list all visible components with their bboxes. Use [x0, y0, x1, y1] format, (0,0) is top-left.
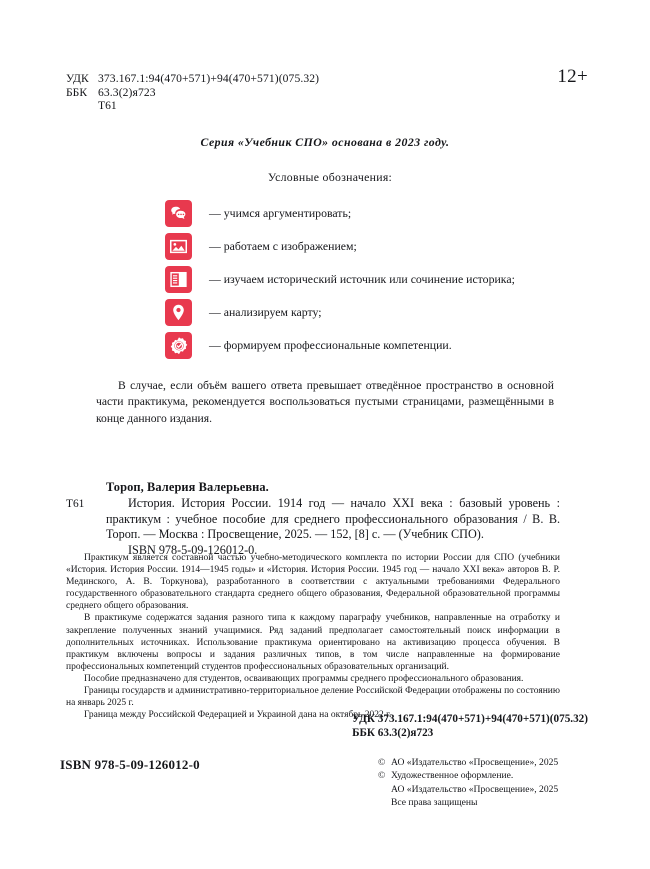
legend-item: [165, 198, 650, 229]
udk-repeat: УДК 373.167.1:94(470+571)+94(470+571)(075.32): [352, 713, 588, 725]
copyright-line: АО «Издательство «Просвещение», 2025: [391, 757, 559, 768]
legend-item-label: — учимся аргументировать;: [209, 206, 352, 220]
udk-value: 373.167.1:94(470+571)+94(470+571)(075.32): [98, 72, 320, 85]
shelf-mark-biblio: Т61: [66, 498, 85, 510]
annotation-block: [66, 552, 560, 721]
legend-item: [165, 297, 650, 328]
bbk-label: ББК: [66, 85, 88, 99]
series-note: Серия «Учебник СПО» основана в 2023 году.: [200, 135, 450, 149]
udk-label: УДК: [66, 72, 89, 85]
copyright-block: [378, 756, 608, 810]
annotation-paragraph: В практикуме содержатся задания разного типа к каждому параграфу учебников, направленные на отработку и закрепление полученных знаний учащимися. Ряд заданий предполагает самостоятельный поиск информации в дополнительных источниках. Использование практикума ориентировано на активизацию процесса обучения. В практикум включены вопросы и задания различных типов, в том числе направленные на формирование профессиональных компетенций студентов профессиональных образовательных организаций.: [66, 613, 560, 672]
copyright-rights-reserved: Все права защищены: [391, 797, 478, 809]
classification-codes-repeat: [352, 713, 588, 740]
bbk-repeat: ББК 63.3(2)я723: [352, 726, 434, 739]
bbk-value: 63.3(2)я723: [98, 85, 156, 99]
shelf-mark-top: Т61: [98, 99, 117, 113]
biblio-description: История. История России. 1914 год — начало XXI века : базовый уровень : практикум : учебное пособие для среднего профессионального образования / В. В. Тороп. — Москва : Просвещение, 2025. — 152, [8] с. — (Учебник СПО).: [106, 496, 560, 542]
classification-codes: [66, 72, 319, 113]
annotation-paragraph: Пособие предназначено для студентов, осваивающих программы среднего профессионального образования.: [84, 673, 524, 684]
copyright-line: АО «Издательство «Просвещение», 2025: [391, 783, 559, 795]
legend-item: [165, 264, 650, 295]
legend-item: [165, 330, 650, 361]
open-book-icon: [165, 266, 192, 293]
copyright-icon: ©: [378, 770, 386, 782]
legend-item-label: — формируем профессиональные компетенции.: [209, 338, 452, 352]
copyright-row: [378, 769, 608, 782]
usage-note: В случае, если объём вашего ответа превышает отведённое пространство в основной части практикума, рекомендуется воспользоваться пустыми страницами, размещёнными в конце данного издания.: [96, 379, 554, 425]
map-pin-icon: [165, 299, 192, 326]
udk-row: [66, 72, 319, 86]
legend-item-label: — изучаем исторический источник или сочинение историка;: [209, 272, 515, 286]
legend-section: [0, 170, 650, 363]
legend-list: [0, 198, 650, 361]
annotation-paragraph: Практикум является составной частью учебно-методического комплекта по истории России для СПО (учебники «История. История России. 1914—1945 годы» и «История. История России. 1945 год — начало XXI века» авторов В. Р. Мединского, А. В. Торкунова), разработанного в соответствии с актуальными требованиями Федерального государственного образовательного стандарта среднего общего образования, Федеральной образовательной программы среднего общего образования.: [66, 553, 560, 612]
footer-isbn: ISBN 978-5-09-126012-0: [60, 757, 200, 772]
biblio-author: Тороп, Валерия Валерьевна.: [106, 480, 269, 494]
speech-bubbles-icon: [165, 200, 192, 227]
biblio-body: [66, 496, 560, 558]
copyright-row: [378, 756, 608, 769]
legend-title: Условные обозначения:: [267, 170, 393, 184]
legend-item: [165, 231, 650, 262]
age-rating-mark: 12+: [557, 66, 588, 87]
bbk-row: [66, 86, 319, 100]
legend-item-label: — анализируем карту;: [209, 305, 322, 319]
biblio-isbn: ISBN 978-5-09-126012-0.: [128, 542, 258, 557]
bibliographic-record: [66, 480, 560, 558]
copyright-line: Художественное оформление.: [391, 770, 514, 782]
annotation-paragraph: Границы государств и административно-территориальное деление Российской Федерации отображены по состоянию на январь 2025 г.: [66, 686, 560, 709]
image-icon: [165, 233, 192, 260]
annotation-paragraph: Граница между Российской Федерацией и Украиной дана на октябрь 2022 г.: [84, 710, 392, 721]
copyright-icon: ©: [378, 757, 386, 768]
gear-check-icon: [165, 332, 192, 359]
legend-item-label: — работаем с изображением;: [209, 239, 357, 253]
